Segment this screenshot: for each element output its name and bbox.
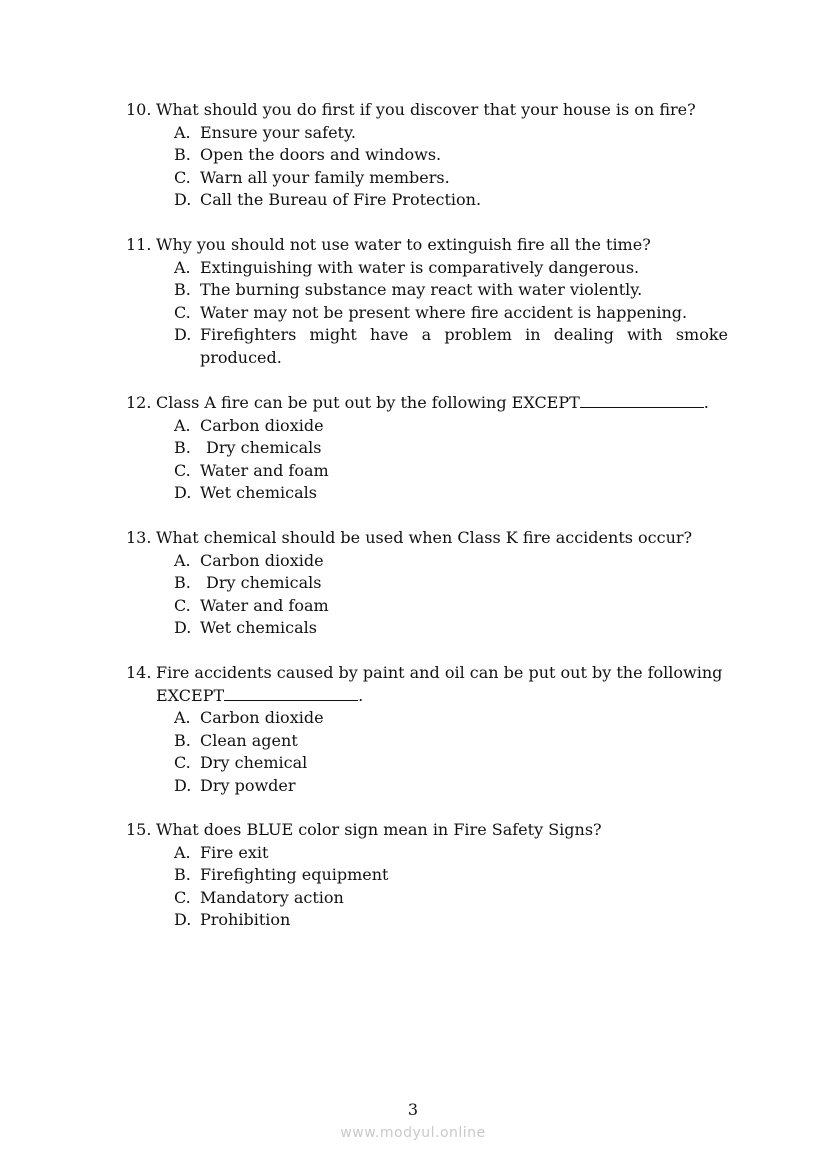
option-c[interactable] bbox=[126, 595, 728, 618]
option-letter: C. bbox=[174, 302, 191, 322]
option-text: Water and foam bbox=[200, 595, 329, 615]
question-12 bbox=[126, 392, 728, 505]
option-letter: C. bbox=[174, 460, 191, 480]
question-text: What chemical should be used when Class K fire accidents occur? bbox=[156, 528, 693, 547]
option-letter: B. bbox=[174, 865, 191, 884]
option-text: Firefighters might have a problem in dealing with smoke bbox=[200, 325, 728, 344]
option-b[interactable] bbox=[126, 279, 728, 302]
watermark: www.modyul.online bbox=[340, 1125, 486, 1141]
option-b[interactable] bbox=[126, 437, 728, 460]
question-text: What does BLUE color sign mean in Fire Safety Signs? bbox=[156, 820, 602, 839]
question-stem bbox=[126, 392, 728, 415]
option-a[interactable] bbox=[126, 415, 728, 438]
option-letter: B. bbox=[174, 438, 191, 457]
question-11 bbox=[126, 234, 728, 369]
option-d[interactable] bbox=[126, 189, 728, 212]
option-letter: B. bbox=[174, 280, 191, 299]
question-10 bbox=[126, 99, 728, 212]
question-text: Class A fire can be put out by the following EXCEPT bbox=[156, 393, 580, 412]
option-a[interactable] bbox=[126, 550, 728, 573]
option-c[interactable] bbox=[126, 302, 728, 325]
page-number: 3 bbox=[407, 1100, 419, 1119]
option-a[interactable] bbox=[126, 122, 728, 145]
option-list bbox=[126, 707, 728, 797]
option-text-continuation: produced. bbox=[200, 347, 282, 367]
question-stem-continuation bbox=[126, 685, 728, 708]
option-letter: D. bbox=[174, 483, 192, 502]
option-b[interactable] bbox=[126, 572, 728, 595]
option-letter: A. bbox=[174, 415, 191, 435]
option-letter: A. bbox=[174, 122, 191, 142]
option-d[interactable] bbox=[126, 482, 728, 505]
option-text: Dry chemicals bbox=[206, 573, 322, 592]
option-list bbox=[126, 122, 728, 212]
option-letter: A. bbox=[174, 257, 191, 277]
option-text: Call the Bureau of Fire Protection. bbox=[200, 190, 482, 209]
question-number: 12. bbox=[126, 393, 152, 412]
option-c[interactable] bbox=[126, 167, 728, 190]
option-text: Extinguishing with water is comparatively dangerous. bbox=[200, 257, 640, 277]
option-letter: D. bbox=[174, 618, 192, 637]
option-text: Dry chemicals bbox=[206, 438, 322, 457]
question-text: Fire accidents caused by paint and oil can be put out by the following bbox=[156, 663, 723, 682]
option-text: Mandatory action bbox=[200, 887, 344, 907]
answer-blank bbox=[224, 685, 358, 701]
option-d[interactable] bbox=[126, 775, 728, 798]
option-d[interactable] bbox=[126, 617, 728, 640]
option-b[interactable] bbox=[126, 730, 728, 753]
option-letter: B. bbox=[174, 573, 191, 592]
option-c[interactable] bbox=[126, 752, 728, 775]
option-letter: D. bbox=[174, 775, 192, 795]
option-d[interactable] bbox=[126, 909, 728, 932]
option-letter: A. bbox=[174, 708, 191, 727]
question-end-punctuation: . bbox=[703, 393, 709, 412]
option-text: Clean agent bbox=[200, 730, 298, 750]
option-letter: C. bbox=[174, 595, 191, 615]
option-text: Wet chemicals bbox=[200, 483, 317, 502]
option-letter: D. bbox=[174, 190, 192, 209]
option-b[interactable] bbox=[126, 864, 728, 887]
option-text: Prohibition bbox=[200, 910, 291, 929]
question-number: 11. bbox=[126, 235, 152, 254]
option-text: Carbon dioxide bbox=[200, 708, 324, 727]
option-d[interactable] bbox=[126, 324, 728, 347]
question-stem bbox=[126, 234, 728, 257]
question-number: 10. bbox=[126, 100, 152, 119]
question-stem bbox=[126, 819, 728, 842]
option-text: Wet chemicals bbox=[200, 618, 317, 637]
question-text-wrapper bbox=[156, 392, 728, 415]
option-text: Open the doors and windows. bbox=[200, 145, 442, 164]
option-a[interactable] bbox=[126, 707, 728, 730]
option-list bbox=[126, 842, 728, 932]
option-letter: C. bbox=[174, 887, 191, 907]
option-text: Firefighting equipment bbox=[200, 865, 389, 884]
question-number: 13. bbox=[126, 528, 152, 547]
question-text-continuation: EXCEPT bbox=[156, 685, 225, 705]
option-text: Water may not be present where fire accident is happening. bbox=[200, 302, 688, 322]
option-b[interactable] bbox=[126, 144, 728, 167]
question-stem bbox=[126, 99, 728, 122]
option-d-continuation bbox=[126, 347, 728, 370]
option-text: Carbon dioxide bbox=[200, 415, 324, 435]
option-letter: B. bbox=[174, 730, 191, 750]
option-text: Carbon dioxide bbox=[200, 550, 324, 570]
option-text: Ensure your safety. bbox=[200, 122, 356, 142]
option-text: Warn all your family members. bbox=[200, 167, 450, 187]
option-a[interactable] bbox=[126, 257, 728, 280]
option-list bbox=[126, 550, 728, 640]
question-text: What should you do first if you discover that your house is on fire? bbox=[156, 100, 696, 119]
option-letter: A. bbox=[174, 550, 191, 570]
option-text: Dry powder bbox=[200, 775, 296, 795]
question-15 bbox=[126, 819, 728, 932]
option-list bbox=[126, 257, 728, 370]
answer-blank bbox=[580, 392, 704, 408]
question-13 bbox=[126, 527, 728, 640]
option-letter: D. bbox=[174, 910, 192, 929]
option-letter: C. bbox=[174, 753, 191, 772]
question-stem bbox=[126, 527, 728, 550]
question-text-wrapper bbox=[156, 685, 728, 708]
question-number: 14. bbox=[126, 663, 152, 682]
option-c[interactable] bbox=[126, 887, 728, 910]
question-stem bbox=[126, 662, 728, 685]
option-letter: B. bbox=[174, 145, 191, 164]
option-a[interactable] bbox=[126, 842, 728, 865]
option-list bbox=[126, 415, 728, 505]
question-number: 15. bbox=[126, 820, 152, 839]
option-c[interactable] bbox=[126, 460, 728, 483]
option-letter: D. bbox=[174, 325, 192, 344]
option-text: Fire exit bbox=[200, 842, 269, 862]
option-text: Dry chemical bbox=[200, 753, 308, 772]
question-end-punctuation: . bbox=[358, 685, 364, 705]
option-text: Water and foam bbox=[200, 460, 329, 480]
question-14 bbox=[126, 662, 728, 797]
option-text: The burning substance may react with water violently. bbox=[200, 280, 643, 299]
option-letter: C. bbox=[174, 167, 191, 187]
option-letter: A. bbox=[174, 842, 191, 862]
question-text: Why you should not use water to extinguish fire all the time? bbox=[156, 235, 651, 254]
